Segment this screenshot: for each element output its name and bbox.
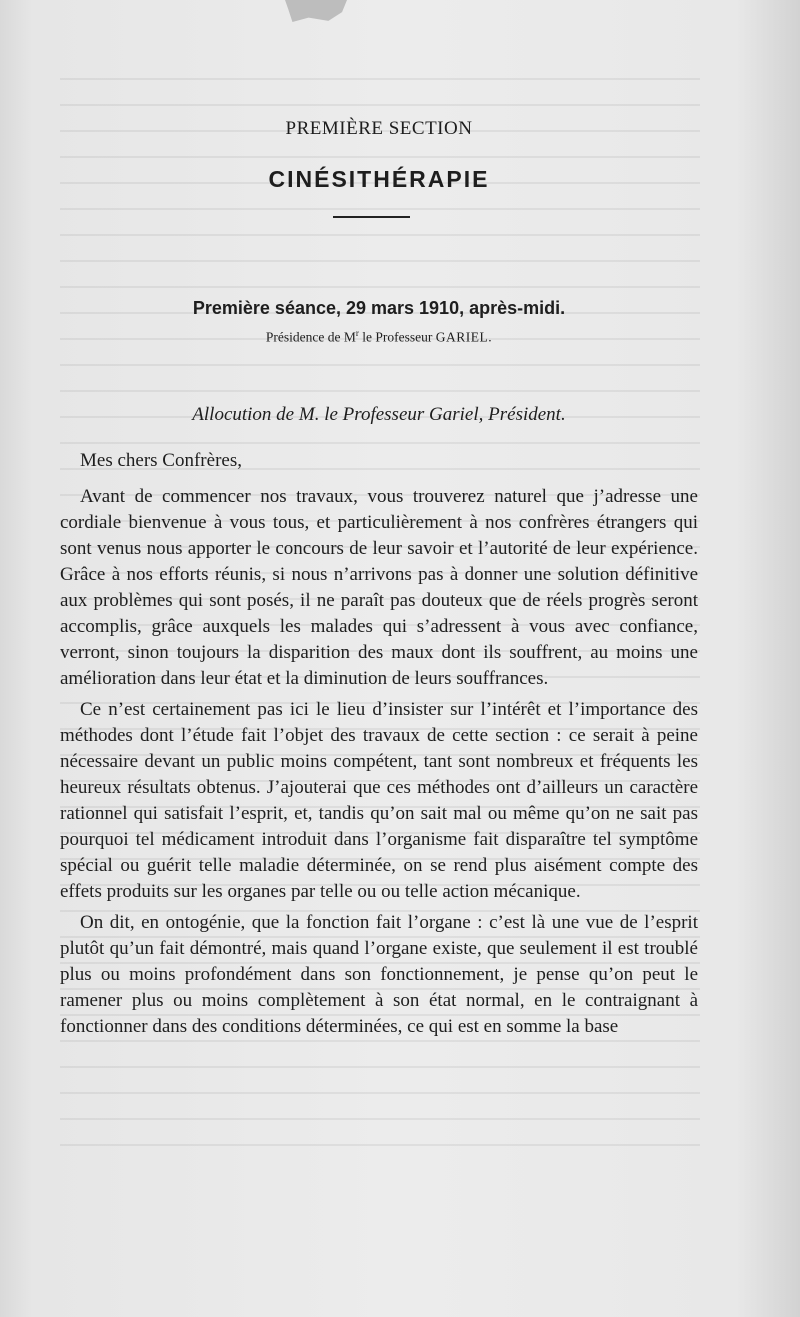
presidency-name: GARIEL. bbox=[435, 329, 493, 345]
session-title: Première séance, 29 mars 1910, après-midi. bbox=[192, 298, 566, 318]
presidency-superscript: r bbox=[355, 328, 359, 338]
allocution-title: Allocution de M. le Professeur Gariel, Président. bbox=[192, 404, 566, 425]
paragraph: Avant de commencer nos travaux, vous trouverez naturel que j’adresse une cordiale bienvenue à vous tous, et particulièrement à nos confrères étrangers qui sont venus nous apporter le concours de leur savoir et l’autorité de leur expérience. Grâce à nos efforts réunis, si nous n’arrivons pas à donner une solution définitive aux problèmes qui sont posés, il ne paraît pas douteux que de réels progrès seront accomplis, grâce auxquels les malades qui s’adressent à vous avec confiance, verront, sinon toujours la disparition des maux dont ils souffrent, au moins une amélioration dans leur état et la diminution de leurs souffrances. bbox=[60, 486, 698, 689]
body-text bbox=[60, 484, 698, 1045]
section-heading: PREMIÈRE SECTION bbox=[285, 118, 473, 139]
title-divider bbox=[333, 216, 410, 218]
presidency-suffix: le Professeur bbox=[358, 329, 436, 345]
presidency-prefix: Présidence de M bbox=[265, 329, 356, 345]
torn-paper-edge bbox=[285, 0, 347, 22]
paragraph: Ce n’est certainement pas ici le lieu d’insister sur l’intérêt et l’importance des méthodes dont l’étude fait l’objet des travaux de cette section : ce serait à peine nécessaire devant un public moins compétent, tant sont nombreux et fréquents les heureux résultats obtenus. J’ajouterai que ces méthodes ont d’ailleurs un caractère rationnel qui satisfait l’esprit, et, tandis qu’on sait mal ou même qu’on ne sait pas pourquoi tel médicament introduit dans l’organisme fait disparaître tel symptôme spécial ou guérit telle maladie déterminée, on se rend plus aisément compte des effets produits sur les organes par telle ou ou telle action mécanique. bbox=[60, 699, 698, 902]
main-title: CINÉSITHÉRAPIE bbox=[268, 166, 490, 192]
presidency-line bbox=[0, 328, 758, 346]
salutation: Mes chers Confrères, bbox=[80, 450, 242, 471]
paragraph: On dit, en ontogénie, que la fonction fait l’organe : c’est là une vue de l’esprit plutôt qu’un fait démontré, mais quand l’organe existe, que seulement il est troublé plus ou moins profondément dans son fonctionnement, je pense qu’on peut le ramener plus ou moins complètement à son état normal, en le contraignant à fonctionner dans des conditions déterminées, ce qui est en somme la base bbox=[60, 912, 698, 1037]
